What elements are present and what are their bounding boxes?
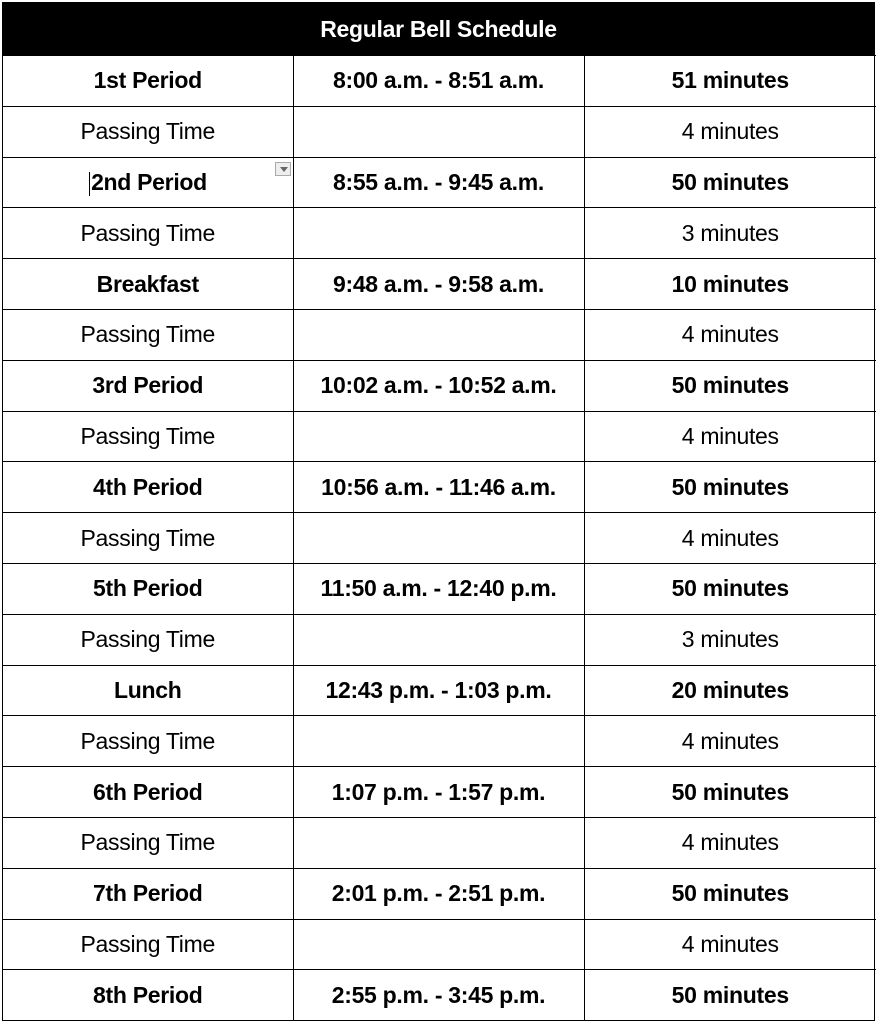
period-name-text: Passing Time [80,524,215,551]
passing-time-row [3,106,876,157]
schedule-body [3,56,876,1021]
time-range-cell[interactable] [293,716,584,767]
duration-cell[interactable] [584,157,876,208]
period-name-cell[interactable] [3,970,293,1020]
passing-time-row [3,411,876,462]
time-range-cell[interactable] [293,563,584,614]
period-name-cell[interactable] [3,868,293,919]
schedule-grid [3,55,876,1020]
period-name-cell[interactable] [3,513,293,564]
text-cursor [89,172,91,196]
period-name-text: 4th Period [93,473,203,500]
duration-cell[interactable] [584,614,876,665]
time-range-cell[interactable] [293,817,584,868]
duration-text: 20 minutes [671,676,789,703]
schedule-row [3,157,876,208]
passing-time-row [3,309,876,360]
time-range-text: 9:48 a.m. - 9:58 a.m. [332,270,545,297]
time-range-text: 8:00 a.m. - 8:51 a.m. [332,67,545,94]
period-name-text: Passing Time [80,118,215,145]
duration-text: 4 minutes [681,422,779,449]
duration-text: 50 minutes [671,473,789,500]
time-range-cell[interactable] [293,56,584,107]
duration-cell[interactable] [584,767,876,818]
duration-text: 50 minutes [671,981,789,1008]
period-name-text: 8th Period [93,981,203,1008]
period-name-cell[interactable] [3,919,293,970]
duration-text: 4 minutes [681,829,779,856]
duration-text: 4 minutes [681,524,779,551]
bell-schedule-table [2,2,875,1021]
time-range-cell[interactable] [293,919,584,970]
period-name-cell[interactable] [3,259,293,310]
time-range-text: 8:55 a.m. - 9:45 a.m. [332,168,545,195]
schedule-title: Regular Bell Schedule [3,3,874,55]
duration-cell[interactable] [584,208,876,259]
duration-cell[interactable] [584,56,876,107]
time-range-cell[interactable] [293,462,584,513]
passing-time-row [3,208,876,259]
passing-time-row [3,614,876,665]
time-range-text: 10:02 a.m. - 10:52 a.m. [320,372,557,399]
period-name-cell[interactable] [3,360,293,411]
duration-cell[interactable] [584,919,876,970]
duration-text: 50 minutes [671,575,789,602]
passing-time-row [3,817,876,868]
duration-cell[interactable] [584,360,876,411]
period-name-cell[interactable] [3,208,293,259]
time-range-text: 11:50 a.m. - 12:40 p.m. [320,575,557,602]
period-name-text: Lunch [114,676,182,703]
duration-cell[interactable] [584,462,876,513]
schedule-row [3,259,876,310]
period-name-cell[interactable] [3,56,293,107]
duration-text: 50 minutes [671,168,789,195]
duration-text: 50 minutes [671,372,789,399]
time-range-cell[interactable] [293,208,584,259]
period-name-text: Passing Time [80,626,215,653]
duration-text: 4 minutes [681,118,779,145]
schedule-row [3,970,876,1020]
time-range-cell[interactable] [293,665,584,716]
duration-cell[interactable] [584,868,876,919]
time-range-cell[interactable] [293,868,584,919]
duration-cell[interactable] [584,259,876,310]
time-range-cell[interactable] [293,614,584,665]
period-name-text: Passing Time [80,930,215,957]
schedule-row [3,462,876,513]
duration-cell[interactable] [584,970,876,1020]
duration-text: 50 minutes [671,880,789,907]
schedule-row [3,665,876,716]
schedule-row [3,868,876,919]
period-name-text: 3rd Period [92,372,204,399]
period-name-cell[interactable] [3,157,293,208]
period-name-cell[interactable] [3,563,293,614]
duration-text: 50 minutes [671,778,789,805]
period-name-text: Breakfast [96,270,199,297]
time-range-cell[interactable] [293,970,584,1020]
duration-cell[interactable] [584,563,876,614]
duration-text: 4 minutes [681,727,779,754]
time-range-cell[interactable] [293,360,584,411]
duration-cell[interactable] [584,817,876,868]
duration-cell[interactable] [584,411,876,462]
time-range-text: 12:43 p.m. - 1:03 p.m. [325,676,552,703]
time-range-cell[interactable] [293,106,584,157]
passing-time-row [3,513,876,564]
duration-cell[interactable] [584,665,876,716]
schedule-row [3,767,876,818]
time-range-cell[interactable] [293,309,584,360]
duration-text: 4 minutes [681,321,779,348]
period-name-text: 7th Period [93,880,203,907]
period-name-cell[interactable] [3,716,293,767]
duration-cell[interactable] [584,513,876,564]
passing-time-row [3,919,876,970]
time-range-text: 10:56 a.m. - 11:46 a.m. [321,473,556,500]
period-name-cell[interactable] [3,106,293,157]
duration-text: 3 minutes [681,626,779,653]
period-name-text: Passing Time [80,321,215,348]
duration-cell[interactable] [584,309,876,360]
period-name-text: 1st Period [93,67,202,94]
period-name-cell[interactable] [3,767,293,818]
period-name-cell[interactable] [3,411,293,462]
duration-text: 51 minutes [671,67,789,94]
period-name-cell[interactable] [3,614,293,665]
period-name-text: 6th Period [93,778,203,805]
period-name-cell[interactable] [3,462,293,513]
duration-cell[interactable] [584,716,876,767]
duration-text: 10 minutes [671,270,789,297]
time-range-cell[interactable] [293,157,584,208]
passing-time-row [3,716,876,767]
period-name-text: Passing Time [80,219,215,246]
time-range-cell[interactable] [293,767,584,818]
chevron-down-icon[interactable] [275,162,291,176]
duration-text: 4 minutes [681,930,779,957]
time-range-cell[interactable] [293,411,584,462]
period-name-text: 2nd Period [91,168,207,195]
schedule-row [3,360,876,411]
duration-text: 3 minutes [681,219,779,246]
period-name-text: Passing Time [80,829,215,856]
schedule-row [3,56,876,107]
period-name-cell[interactable] [3,665,293,716]
duration-cell[interactable] [584,106,876,157]
time-range-cell[interactable] [293,259,584,310]
time-range-cell[interactable] [293,513,584,564]
period-name-cell[interactable] [3,309,293,360]
time-range-text: 2:01 p.m. - 2:51 p.m. [331,880,546,907]
time-range-text: 2:55 p.m. - 3:45 p.m. [331,981,546,1008]
schedule-row [3,563,876,614]
time-range-text: 1:07 p.m. - 1:57 p.m. [331,778,546,805]
period-name-text: 5th Period [93,575,203,602]
period-name-cell[interactable] [3,817,293,868]
period-name-text: Passing Time [80,422,215,449]
period-name-text: Passing Time [80,727,215,754]
